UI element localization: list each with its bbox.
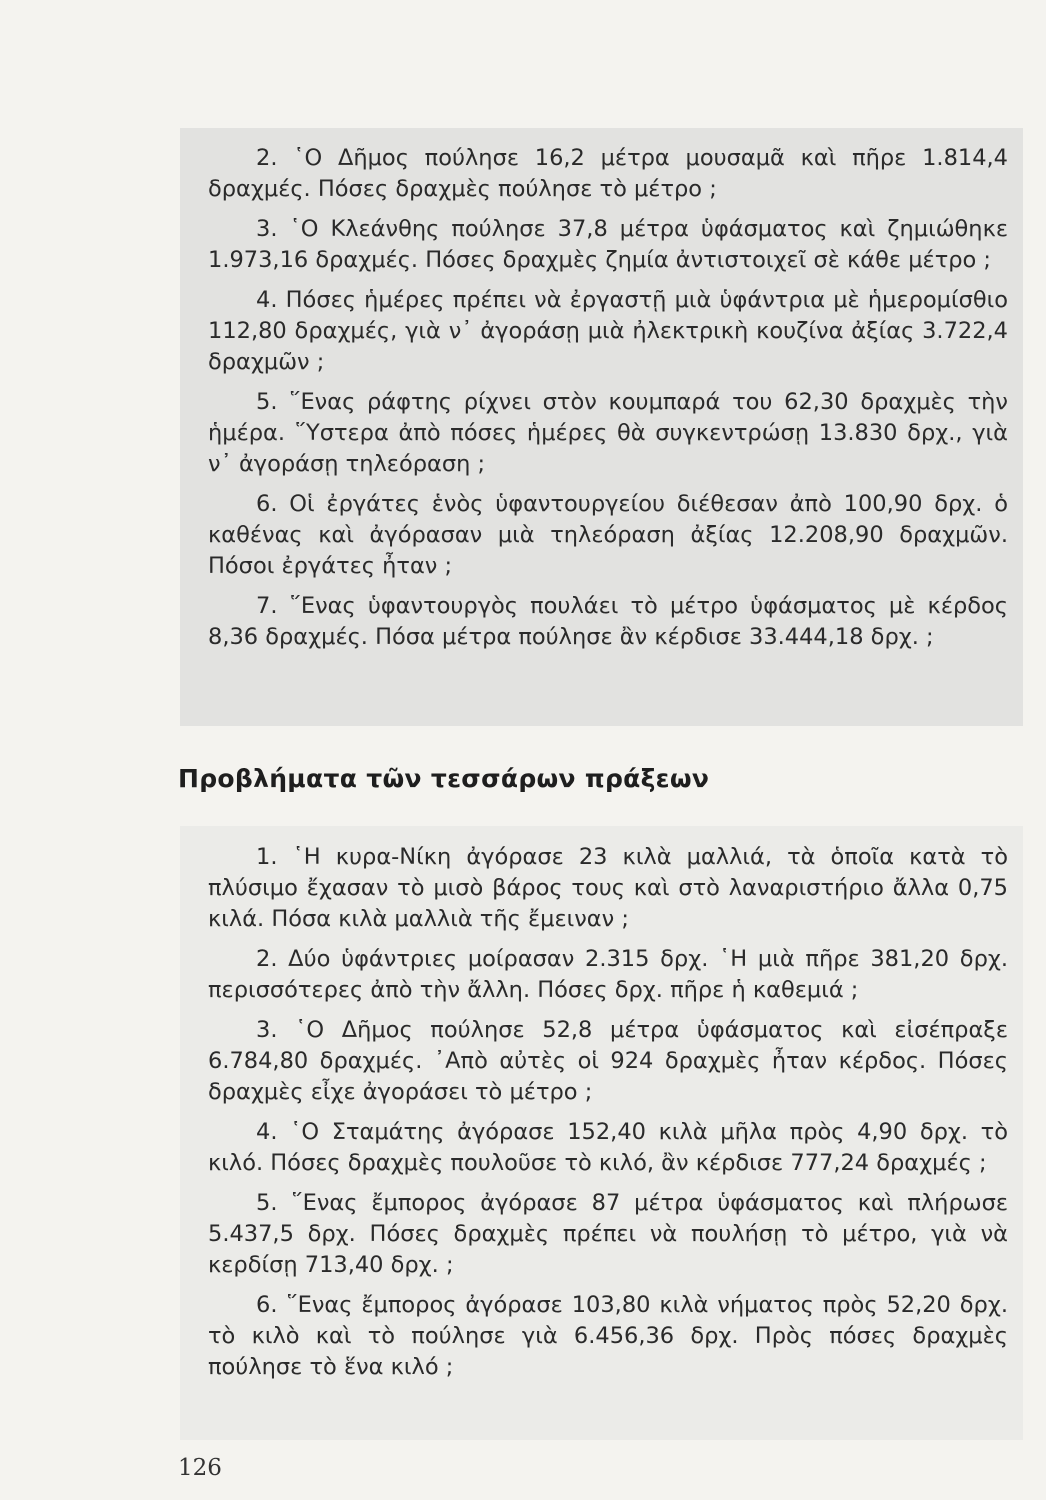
problem-item: 4. Πόσες ἡμέρες πρέπει νὰ ἐργαστῇ μιὰ ὑφάντρια μὲ ἡμερομίσθιο 112,80 δραχμές, γιὰ ν᾽ ἀγοράσῃ μιὰ ἠλεκτρικὴ κουζίνα ἀξίας 3.722,4 δραχμῶν ;	[208, 287, 1008, 375]
problem-item: 4. ῾Ο Σταμάτης ἀγόρασε 152,40 κιλὰ μῆλα πρὸς 4,90 δρχ. τὸ κιλό. Πόσες δραχμὲς πουλοῦσε τὸ κιλό, ἂν κέρδισε 777,24 δραχμές ;	[208, 1119, 1008, 1176]
problem-list-top	[208, 143, 1008, 662]
section-heading: Προβλήματα τῶν τεσσάρων πράξεων	[178, 764, 710, 793]
problem-item: 7. ῞Ενας ὑφαντουργὸς πουλάει τὸ μέτρο ὑφάσματος μὲ κέρδος 8,36 δραχμές. Πόσα μέτρα πούλησε ἂν κέρδισε 33.444,18 δρχ. ;	[208, 593, 1008, 650]
problem-item: 6. ῞Ενας ἔμπορος ἀγόρασε 103,80 κιλὰ νήματος πρὸς 52,20 δρχ. τὸ κιλὸ καὶ τὸ πούλησε γιὰ 6.456,36 δρχ. Πρὸς πόσες δραχμὲς πούλησε τὸ ἕνα κιλό ;	[208, 1292, 1008, 1380]
problem-item: 2. Δύο ὑφάντριες μοίρασαν 2.315 δρχ. ῾Η μιὰ πῆρε 381,20 δρχ. περισσότερες ἀπὸ τὴν ἄλλη. Πόσες δρχ. πῆρε ἡ καθεμιά ;	[208, 946, 1008, 1003]
problem-item: 6. Οἱ ἐργάτες ἑνὸς ὑφαντουργείου διέθεσαν ἀπὸ 100,90 δρχ. ὁ καθένας καὶ ἀγόρασαν μιὰ τηλεόραση ἀξίας 12.208,90 δραχμῶν. Πόσοι ἐργάτες ἦταν ;	[208, 491, 1008, 579]
problem-item: 3. ῾Ο Δῆμος πούλησε 52,8 μέτρα ὑφάσματος καὶ εἰσέπραξε 6.784,80 δραχμές. ᾽Απὸ αὐτὲς οἱ 924 δραχμὲς ἦταν κέρδος. Πόσες δραχμὲς εἶχε ἀγοράσει τὸ μέτρο ;	[208, 1017, 1008, 1105]
problem-item: 1. ῾Η κυρα-Νίκη ἀγόρασε 23 κιλὰ μαλλιά, τὰ ὁποῖα κατὰ τὸ πλύσιμο ἔχασαν τὸ μισὸ βάρος τους καὶ στὸ λαναριστήριο ἄλλα 0,75 κιλά. Πόσα κιλὰ μαλλιὰ τῆς ἔμειναν ;	[208, 844, 1008, 932]
page-number: 126	[178, 1455, 222, 1481]
problem-list-bottom	[208, 842, 1008, 1392]
problem-item: 5. ῞Ενας ράφτης ρίχνει στὸν κουμπαρά του 62,30 δραχμὲς τὴν ἡμέρα. ῞Υστερα ἀπὸ πόσες ἡμέρες θὰ συγκεντρώσῃ 13.830 δρχ., γιὰ ν᾽ ἀγοράσῃ τηλεόραση ;	[208, 389, 1008, 477]
problem-item: 5. ῞Ενας ἔμπορος ἀγόρασε 87 μέτρα ὑφάσματος καὶ πλήρωσε 5.437,5 δρχ. Πόσες δραχμὲς πρέπει νὰ πουλήσῃ τὸ μέτρο, γιὰ νὰ κερδίσῃ 713,40 δρχ. ;	[208, 1190, 1008, 1278]
problem-item: 2. ῾Ο Δῆμος πούλησε 16,2 μέτρα μουσαμᾶ καὶ πῆρε 1.814,4 δραχμές. Πόσες δραχμὲς πούλησε τὸ μέτρο ;	[208, 145, 1008, 202]
problem-item: 3. ῾Ο Κλεάνθης πούλησε 37,8 μέτρα ὑφάσματος καὶ ζημιώθηκε 1.973,16 δραχμές. Πόσες δραχμὲς ζημία ἀντιστοιχεῖ σὲ κάθε μέτρο ;	[208, 216, 1008, 273]
